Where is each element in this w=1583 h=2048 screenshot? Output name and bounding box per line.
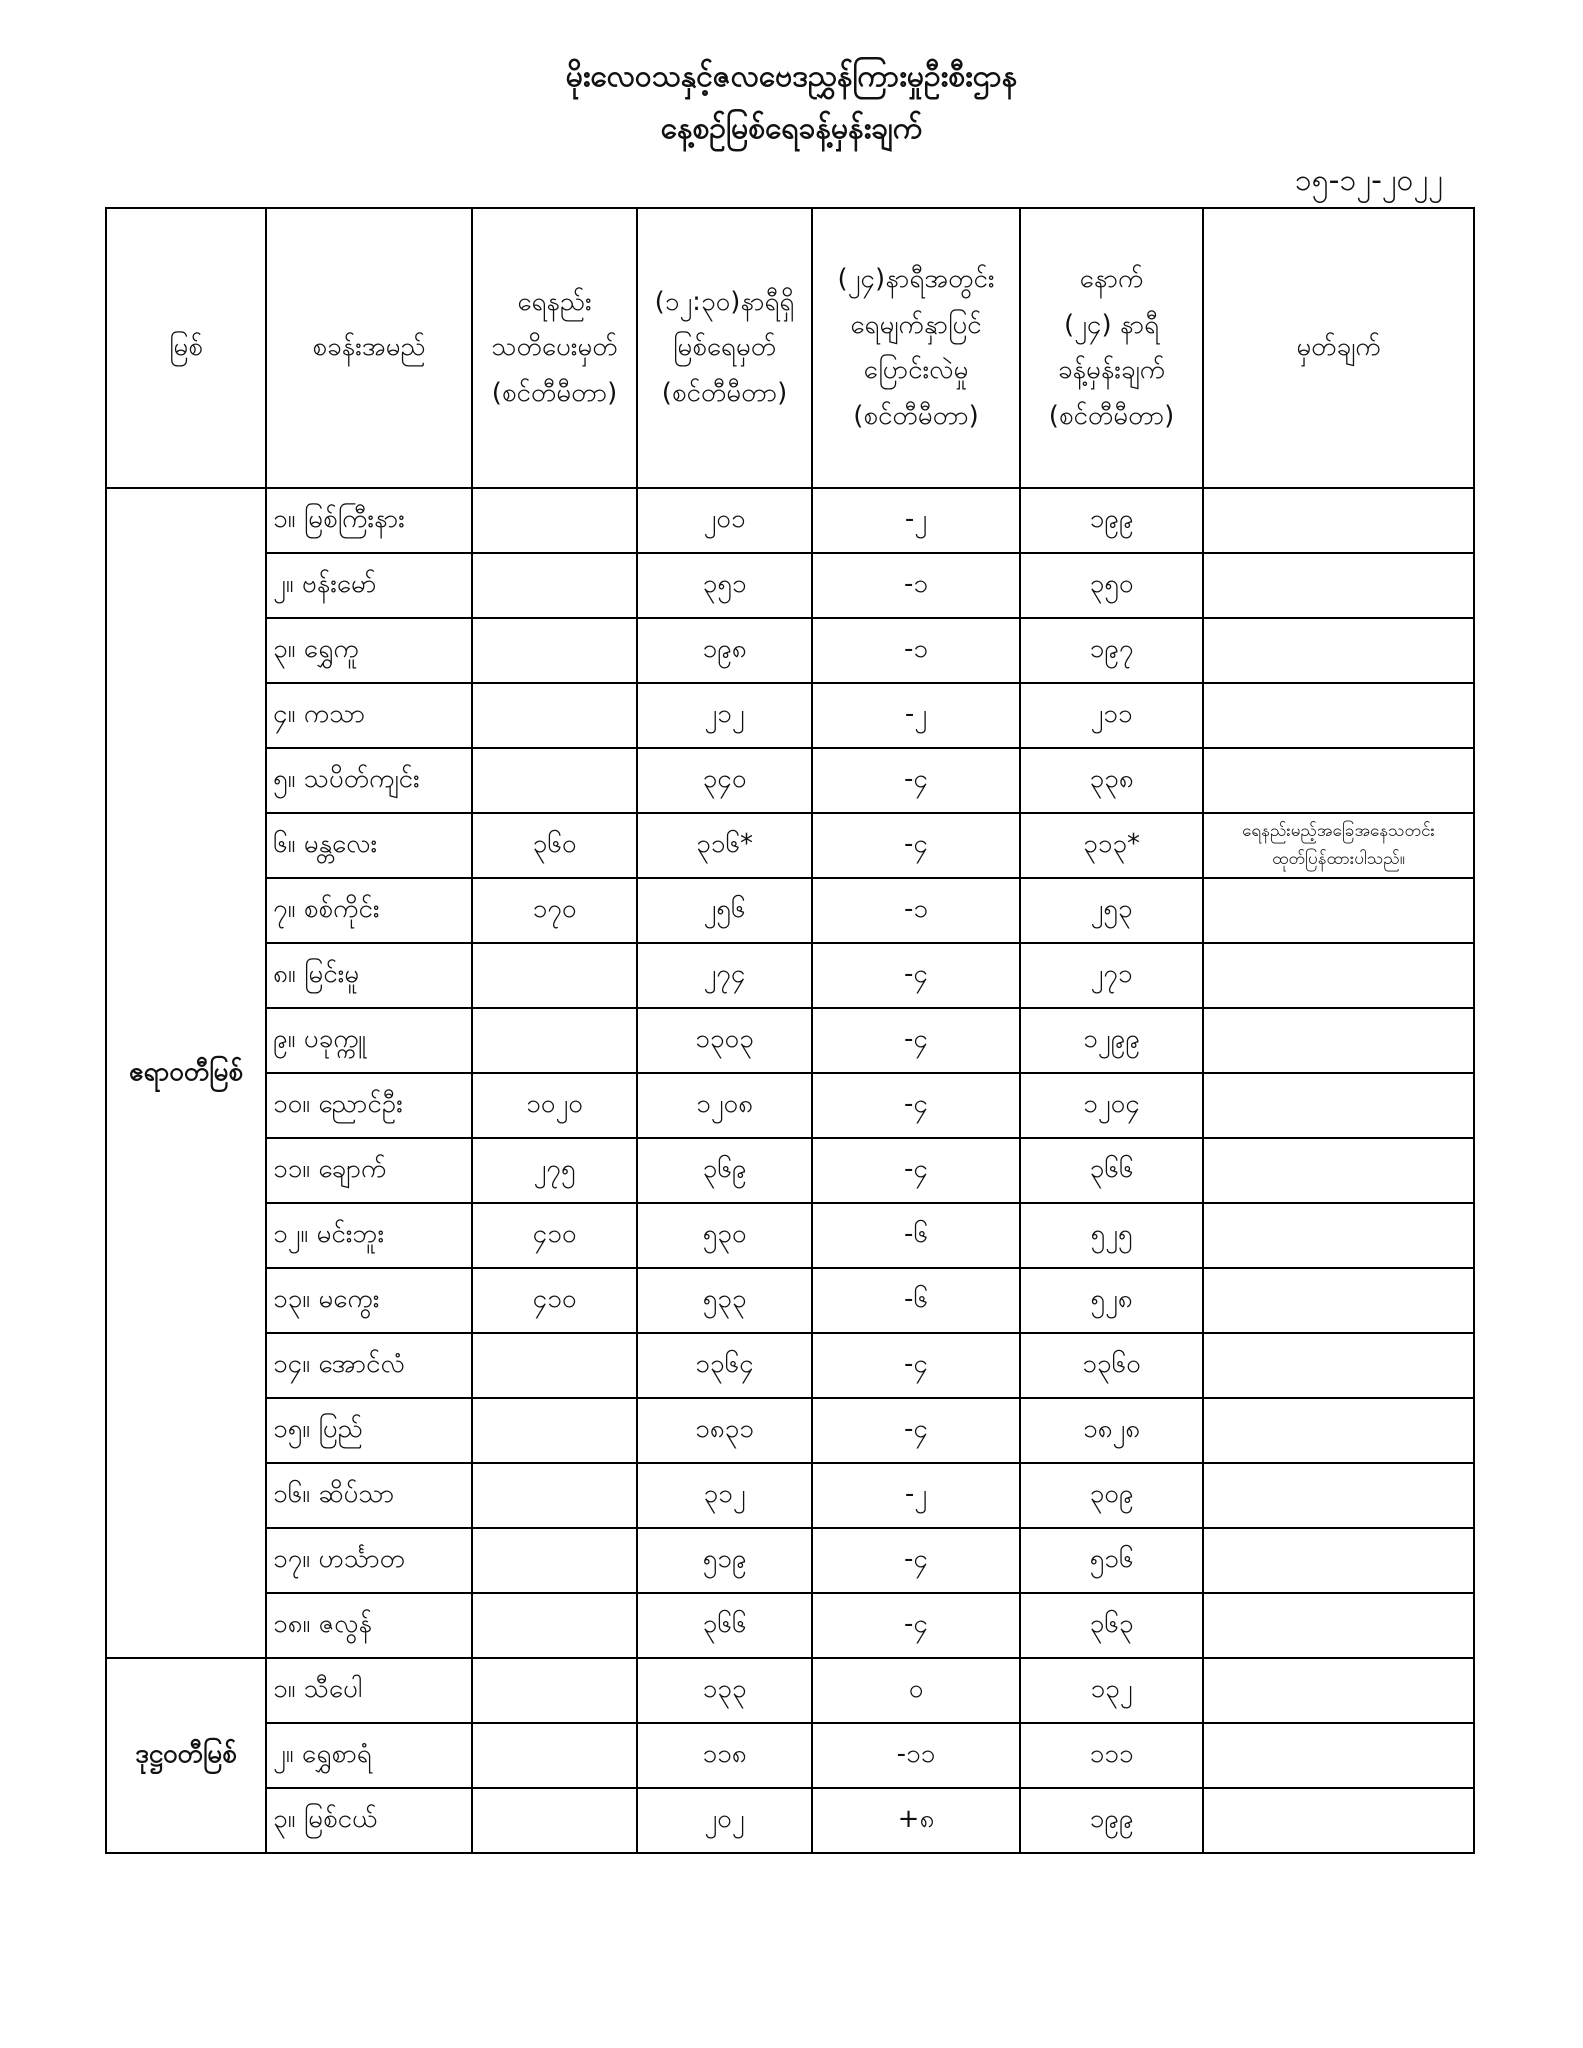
table-row bbox=[106, 748, 1474, 813]
water-level-cell: ၃၆၆ bbox=[637, 1593, 812, 1658]
forecast-cell: ၂၇၁ bbox=[1020, 943, 1203, 1008]
table-row bbox=[106, 488, 1474, 553]
remark-cell bbox=[1203, 1008, 1474, 1073]
remark-cell bbox=[1203, 1593, 1474, 1658]
alert-level-cell: ၃၆၀ bbox=[472, 813, 637, 878]
change-cell: -၁ bbox=[812, 878, 1020, 943]
change-cell: -၁၁ bbox=[812, 1723, 1020, 1788]
table-row bbox=[106, 813, 1474, 878]
change-cell: +၈ bbox=[812, 1788, 1020, 1853]
station-name-cell: ၁၄။ အောင်လံ bbox=[266, 1333, 472, 1398]
change-cell: -၄ bbox=[812, 1593, 1020, 1658]
forecast-cell: ၁၃၂ bbox=[1020, 1658, 1203, 1723]
water-level-cell: ၂၁၂ bbox=[637, 683, 812, 748]
table-row bbox=[106, 683, 1474, 748]
station-name-cell: ၁။ သီပေါ bbox=[266, 1658, 472, 1723]
table-row bbox=[106, 1008, 1474, 1073]
station-name-cell: ၁၂။ မင်းဘူး bbox=[266, 1203, 472, 1268]
alert-level-cell: ၄၁၀ bbox=[472, 1203, 637, 1268]
change-cell: -၁ bbox=[812, 618, 1020, 683]
table-row bbox=[106, 553, 1474, 618]
change-cell: ၀ bbox=[812, 1658, 1020, 1723]
forecast-table bbox=[105, 207, 1475, 1854]
station-name-cell: ၁၅။ ပြည် bbox=[266, 1398, 472, 1463]
forecast-cell: ၁၁၁ bbox=[1020, 1723, 1203, 1788]
remark-cell bbox=[1203, 943, 1474, 1008]
alert-level-cell: ၁၇၀ bbox=[472, 878, 637, 943]
station-name-cell: ၉။ ပခုက္ကူ bbox=[266, 1008, 472, 1073]
remark-cell bbox=[1203, 748, 1474, 813]
station-name-cell: ၃။ မြစ်ငယ် bbox=[266, 1788, 472, 1853]
forecast-cell: ၁၃၆၀ bbox=[1020, 1333, 1203, 1398]
forecast-cell: ၃၆၆ bbox=[1020, 1138, 1203, 1203]
alert-level-cell: ၁၀၂၀ bbox=[472, 1073, 637, 1138]
station-name-cell: ၇။ စစ်ကိုင်း bbox=[266, 878, 472, 943]
forecast-cell: ၁၉၉ bbox=[1020, 1788, 1203, 1853]
water-level-cell: ၃၅၁ bbox=[637, 553, 812, 618]
table-row bbox=[106, 1788, 1474, 1853]
forecast-cell: ၅၂၅ bbox=[1020, 1203, 1203, 1268]
change-cell: -၄ bbox=[812, 813, 1020, 878]
station-name-cell: ၁၁။ ချောက် bbox=[266, 1138, 472, 1203]
forecast-cell: ၅၁၆ bbox=[1020, 1528, 1203, 1593]
alert-level-cell bbox=[472, 1528, 637, 1593]
river-name-cell: ဧရာဝတီမြစ် bbox=[106, 488, 266, 1658]
change-cell: -၁ bbox=[812, 553, 1020, 618]
table-row bbox=[106, 1073, 1474, 1138]
water-level-cell: ၁၉၈ bbox=[637, 618, 812, 683]
alert-level-cell bbox=[472, 618, 637, 683]
alert-level-column-header: ရေနည်း သတိပေးမှတ် (စင်တီမီတာ) bbox=[472, 208, 637, 488]
alert-level-cell bbox=[472, 1788, 637, 1853]
station-name-cell: ၅။ သပိတ်ကျင်း bbox=[266, 748, 472, 813]
table-row bbox=[106, 1463, 1474, 1528]
station-name-cell: ၁၇။ ဟင်္သာတ bbox=[266, 1528, 472, 1593]
remark-cell bbox=[1203, 1788, 1474, 1853]
station-name-cell: ၁။ မြစ်ကြီးနား bbox=[266, 488, 472, 553]
station-name-cell: ၃။ ရွှေကူ bbox=[266, 618, 472, 683]
station-name-cell: ၁၆။ ဆိပ်သာ bbox=[266, 1463, 472, 1528]
remark-cell bbox=[1203, 1723, 1474, 1788]
change-cell: -၄ bbox=[812, 1073, 1020, 1138]
alert-level-cell: ၄၁၀ bbox=[472, 1268, 637, 1333]
remark-cell bbox=[1203, 878, 1474, 943]
river-name-cell: ဒုဋ္ဌဝတီမြစ် bbox=[106, 1658, 266, 1853]
remark-cell bbox=[1203, 1203, 1474, 1268]
water-level-cell: ၁၃၃ bbox=[637, 1658, 812, 1723]
alert-level-cell bbox=[472, 748, 637, 813]
header-row bbox=[106, 208, 1474, 488]
water-level-cell: ၂၇၄ bbox=[637, 943, 812, 1008]
alert-level-cell bbox=[472, 1723, 637, 1788]
water-level-cell: ၁၁၈ bbox=[637, 1723, 812, 1788]
table-row bbox=[106, 1268, 1474, 1333]
water-level-cell: ၅၃၃ bbox=[637, 1268, 812, 1333]
alert-level-cell bbox=[472, 1658, 637, 1723]
forecast-cell: ၅၂၈ bbox=[1020, 1268, 1203, 1333]
alert-level-cell bbox=[472, 683, 637, 748]
forecast-cell: ၁၈၂၈ bbox=[1020, 1398, 1203, 1463]
change-cell: -၄ bbox=[812, 943, 1020, 1008]
remark-cell bbox=[1203, 1073, 1474, 1138]
water-level-cell: ၃၁၆* bbox=[637, 813, 812, 878]
forecast-cell: ၃၀၉ bbox=[1020, 1463, 1203, 1528]
forecast-column-header: နောက် (၂၄) နာရီ ခန့်မှန်းချက် (စင်တီမီတာ) bbox=[1020, 208, 1203, 488]
table-row bbox=[106, 1593, 1474, 1658]
forecast-cell: ၁၉၉ bbox=[1020, 488, 1203, 553]
water-level-cell: ၁၃၀၃ bbox=[637, 1008, 812, 1073]
station-name-cell: ၁၈။ ဇလွန် bbox=[266, 1593, 472, 1658]
station-name-cell: ၂။ ဗန်းမော် bbox=[266, 553, 472, 618]
table-row bbox=[106, 1658, 1474, 1723]
water-level-column-header: (၁၂:၃၀)နာရီရှိ မြစ်ရေမှတ် (စင်တီမီတာ) bbox=[637, 208, 812, 488]
water-level-cell: ၅၁၉ bbox=[637, 1528, 812, 1593]
water-level-cell: ၁၃၆၄ bbox=[637, 1333, 812, 1398]
forecast-cell: ၁၂၀၄ bbox=[1020, 1073, 1203, 1138]
river-column-header: မြစ် bbox=[106, 208, 266, 488]
forecast-cell: ၂၅၃ bbox=[1020, 878, 1203, 943]
change-cell: -၂ bbox=[812, 683, 1020, 748]
table-row bbox=[106, 1333, 1474, 1398]
remark-cell bbox=[1203, 1398, 1474, 1463]
change-cell: -၂ bbox=[812, 1463, 1020, 1528]
change-cell: -၄ bbox=[812, 748, 1020, 813]
station-name-cell: ၈။ မြင်းမူ bbox=[266, 943, 472, 1008]
change-cell: -၄ bbox=[812, 1138, 1020, 1203]
water-level-cell: ၃၁၂ bbox=[637, 1463, 812, 1528]
alert-level-cell bbox=[472, 943, 637, 1008]
alert-level-cell bbox=[472, 1593, 637, 1658]
table-row bbox=[106, 1138, 1474, 1203]
change-cell: -၆ bbox=[812, 1203, 1020, 1268]
change-cell: -၂ bbox=[812, 488, 1020, 553]
alert-level-cell bbox=[472, 1333, 637, 1398]
remark-cell: ရေနည်းမည့်အခြေအနေသတင်း ထုတ်ပြန်ထားပါသည်။ bbox=[1203, 813, 1474, 878]
remark-cell bbox=[1203, 1138, 1474, 1203]
table-row bbox=[106, 1528, 1474, 1593]
remark-cell bbox=[1203, 1528, 1474, 1593]
alert-level-cell bbox=[472, 1398, 637, 1463]
water-level-cell: ၁၂၀၈ bbox=[637, 1073, 812, 1138]
remark-cell bbox=[1203, 553, 1474, 618]
remark-cell bbox=[1203, 1268, 1474, 1333]
report-title: နေ့စဉ်မြစ်ရေခန့်မှန်းချက် bbox=[660, 111, 923, 146]
change-cell: -၆ bbox=[812, 1268, 1020, 1333]
remark-column-header: မှတ်ချက် bbox=[1203, 208, 1474, 488]
table-row bbox=[106, 1398, 1474, 1463]
table-row bbox=[106, 878, 1474, 943]
remark-cell bbox=[1203, 618, 1474, 683]
alert-level-cell bbox=[472, 553, 637, 618]
water-level-cell: ၂၀၁ bbox=[637, 488, 812, 553]
alert-level-cell bbox=[472, 1008, 637, 1073]
change-cell: -၄ bbox=[812, 1333, 1020, 1398]
remark-cell bbox=[1203, 488, 1474, 553]
remark-cell bbox=[1203, 1463, 1474, 1528]
remark-cell bbox=[1203, 683, 1474, 748]
water-level-cell: ၂၀၂ bbox=[637, 1788, 812, 1853]
change-cell: -၄ bbox=[812, 1008, 1020, 1073]
water-level-cell: ၂၅၆ bbox=[637, 878, 812, 943]
water-level-cell: ၃၆၉ bbox=[637, 1138, 812, 1203]
agency-title: မိုးလေဝသနှင့်ဇလဗေဒညွှန်ကြားမှုဦးစီးဌာန bbox=[565, 59, 1018, 94]
alert-level-cell bbox=[472, 488, 637, 553]
station-name-cell: ၄။ ကသာ bbox=[266, 683, 472, 748]
forecast-cell: ၁၂၉၉ bbox=[1020, 1008, 1203, 1073]
forecast-cell: ၃၆၃ bbox=[1020, 1593, 1203, 1658]
alert-level-cell bbox=[472, 1463, 637, 1528]
table-row bbox=[106, 1203, 1474, 1268]
water-level-cell: ၅၃၀ bbox=[637, 1203, 812, 1268]
change-cell: -၄ bbox=[812, 1528, 1020, 1593]
forecast-cell: ၂၁၁ bbox=[1020, 683, 1203, 748]
report-date: ၁၅-၁၂-၂၀၂၂ bbox=[1294, 163, 1443, 198]
station-name-cell: ၂။ ရွှေစာရံ bbox=[266, 1723, 472, 1788]
forecast-cell: ၁၉၇ bbox=[1020, 618, 1203, 683]
forecast-cell: ၃၁၃* bbox=[1020, 813, 1203, 878]
remark-cell bbox=[1203, 1658, 1474, 1723]
station-column-header: စခန်းအမည် bbox=[266, 208, 472, 488]
table-row bbox=[106, 618, 1474, 683]
forecast-cell: ၃၃၈ bbox=[1020, 748, 1203, 813]
remark-cell bbox=[1203, 1333, 1474, 1398]
forecast-cell: ၃၅၀ bbox=[1020, 553, 1203, 618]
alert-level-cell: ၂၇၅ bbox=[472, 1138, 637, 1203]
change-cell: -၄ bbox=[812, 1398, 1020, 1463]
table-row bbox=[106, 1723, 1474, 1788]
change-column-header: (၂၄)နာရီအတွင်း ရေမျက်နှာပြင် ပြောင်းလဲမှု (စင်တီမီတာ) bbox=[812, 208, 1020, 488]
station-name-cell: ၁၃။ မကွေး bbox=[266, 1268, 472, 1333]
water-level-cell: ၃၄၀ bbox=[637, 748, 812, 813]
station-name-cell: ၆။ မန္တလေး bbox=[266, 813, 472, 878]
water-level-cell: ၁၈၃၁ bbox=[637, 1398, 812, 1463]
table-row bbox=[106, 943, 1474, 1008]
station-name-cell: ၁၀။ ညောင်ဦး bbox=[266, 1073, 472, 1138]
